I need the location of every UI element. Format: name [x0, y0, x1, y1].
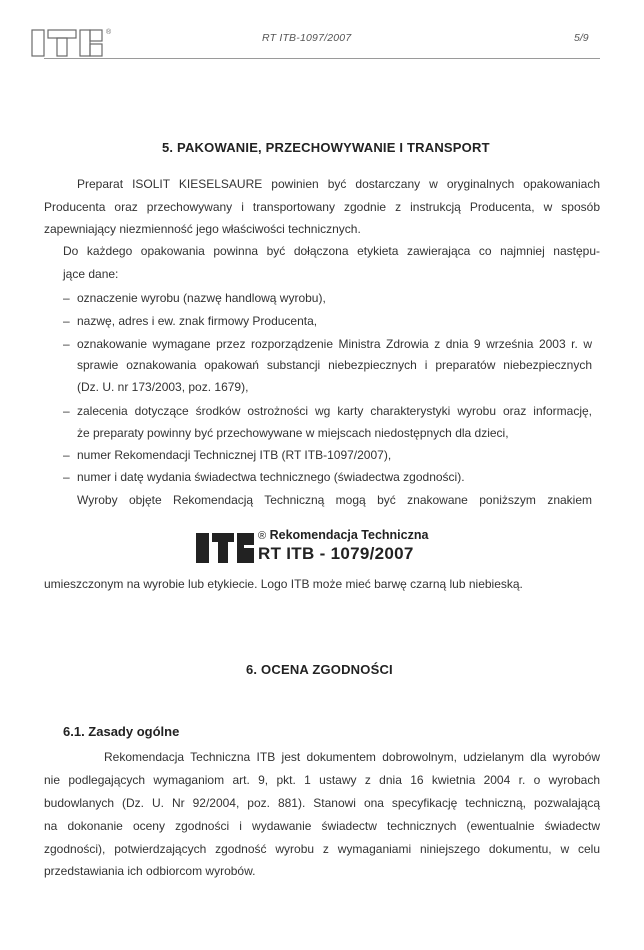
- list-dash: –: [63, 291, 70, 305]
- itb-logo: [28, 22, 118, 62]
- list-dash: –: [63, 448, 70, 462]
- subsection-6-1-title: 6.1. Zasady ogólne: [63, 724, 180, 739]
- paragraph-line: umieszczonym na wyrobie lub etykiecie. Logo ITB może mieć barwę czarną lub niebieską.: [44, 577, 523, 591]
- list-dash: –: [63, 470, 70, 484]
- itb-certification-mark: [196, 527, 436, 567]
- paragraph-line: na dokonanie oceny zgodności i wydawanie świadectw technicznych (ewentualnie świadectw: [44, 819, 600, 833]
- svg-text:®: ®: [106, 29, 112, 36]
- list-item-continuation: że preparaty powinny być przechowywane w miejscach niedostępnych dla dzieci,: [77, 426, 509, 440]
- paragraph-line: przedstawiania ich odbiorcom wyrobów.: [44, 864, 256, 878]
- list-item: numer i datę wydania świadectwa technicznego (świadectwa zgodności).: [77, 470, 465, 484]
- list-dash: –: [63, 404, 70, 418]
- paragraph-line: nie podlegających wymaganiom art. 9, pkt. 1 ustawy z dnia 16 kwietnia 2004 r. o wyrobach: [44, 773, 600, 787]
- list-item: oznaczenie wyrobu (nazwę handlową wyrobu),: [77, 291, 326, 305]
- registered-symbol: ®: [258, 530, 267, 542]
- paragraph-line: budowlanych (Dz. U. Nr 92/2004, poz. 881). Stanowi ona specyfikację techniczną, pozwalającą: [44, 796, 600, 810]
- list-item: numer Rekomendacji Technicznej ITB (RT ITB-1097/2007),: [77, 448, 392, 462]
- list-item-continuation: sprawie oznakowania opakowań substancji niebezpiecznych i preparatów niebezpiecznych: [77, 358, 592, 372]
- paragraph-line: zapewniający niezmienność jego właściwości technicznych.: [44, 222, 361, 236]
- list-item: zalecenia dotyczące środków ostrożności wg karty charakterystyki wyrobu oraz informację,: [77, 404, 592, 418]
- header-divider: [44, 58, 600, 59]
- paragraph-line: jące dane:: [63, 267, 119, 281]
- mark-caption: [258, 528, 428, 542]
- section-6-title: 6. OCENA ZGODNOŚCI: [246, 662, 393, 677]
- paragraph-line: zgodności), potwierdzających zgodność wyrobu z wymaganiami niniejszego dokumentu, w celu: [44, 842, 600, 856]
- list-dash: –: [63, 337, 70, 351]
- mark-line-2: RT ITB - 1079/2007: [258, 544, 414, 563]
- list-item-continuation: (Dz. U. nr 173/2003, poz. 1679),: [77, 380, 249, 394]
- section-5-title: 5. PAKOWANIE, PRZECHOWYWANIE I TRANSPORT: [162, 140, 490, 155]
- list-item: oznakowanie wymagane przez rozporządzenie Ministra Zdrowia z dnia 9 września 2003 r. w: [77, 337, 592, 351]
- paragraph-line: Preparat ISOLIT KIESELSAURE powinien być dostarczany w oryginalnych opakowaniach: [77, 177, 600, 191]
- paragraph-line: Wyroby objęte Rekomendacją Techniczną mogą być znakowane poniższym znakiem: [77, 493, 592, 507]
- paragraph-line: Producenta oraz przechowywany i transportowany zgodnie z instrukcją Producenta, w sposób: [44, 200, 600, 214]
- list-dash: –: [63, 314, 70, 328]
- document-reference: RT ITB-1097/2007: [262, 32, 352, 44]
- itb-mark-logo: [196, 529, 254, 563]
- list-item: nazwę, adres i ew. znak firmowy Producenta,: [77, 314, 318, 328]
- page-number: 5/9: [574, 32, 589, 44]
- paragraph-line: Rekomendacja Techniczna ITB jest dokumentem dobrowolnym, udzielanym dla wyrobów: [104, 750, 600, 764]
- paragraph-line: Do każdego opakowania powinna być dołączona etykieta zawierająca co najmniej następu-: [63, 244, 600, 258]
- mark-line-1: Rekomendacja Techniczna: [269, 528, 429, 542]
